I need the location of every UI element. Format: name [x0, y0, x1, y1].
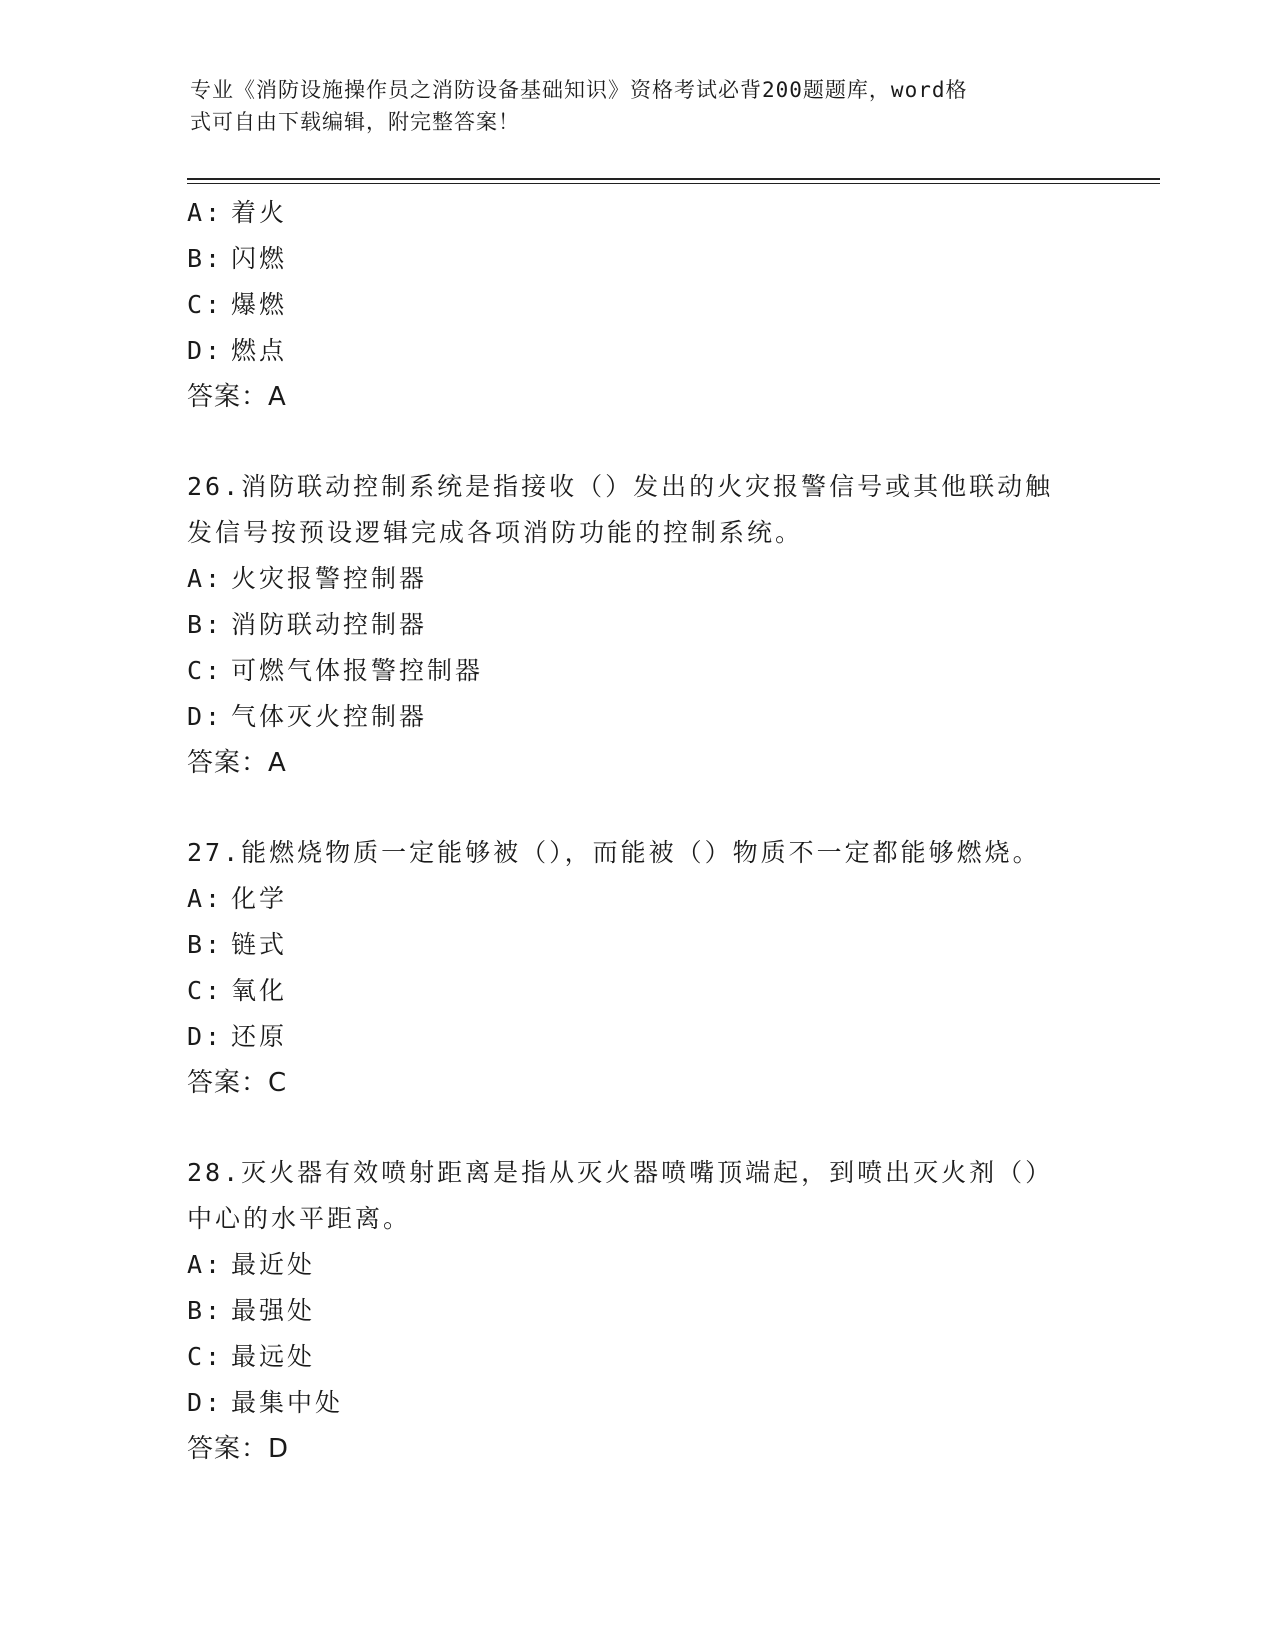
option-text: 着火: [231, 198, 288, 227]
option-label: A:: [187, 1250, 224, 1279]
answer-line: 答案：A: [187, 748, 287, 778]
option-text: 链式: [231, 930, 288, 959]
option-a: [187, 190, 1087, 236]
header-line-2: 式可自由下载编辑，附完整答案！: [190, 110, 520, 134]
option-text: 闪燃: [231, 244, 288, 273]
option-b: [187, 1288, 1087, 1334]
option-c: [187, 968, 1087, 1014]
option-text: 还原: [231, 1022, 288, 1051]
option-label: A:: [187, 198, 224, 227]
option-label: D:: [187, 1022, 224, 1051]
option-label: C:: [187, 1342, 224, 1371]
option-text: 化学: [231, 884, 288, 913]
option-label: D:: [187, 702, 224, 731]
option-b: [187, 602, 1087, 648]
option-label: A:: [187, 564, 224, 593]
question-text-line-2: 中心的水平距离。: [187, 1204, 412, 1233]
option-text: 可燃气体报警控制器: [231, 656, 484, 685]
option-text: 最强处: [231, 1296, 316, 1325]
option-c: [187, 648, 1087, 694]
option-label: B:: [187, 930, 224, 959]
option-text: 气体灭火控制器: [231, 702, 428, 731]
option-text: 消防联动控制器: [231, 610, 428, 639]
option-label: D:: [187, 1388, 224, 1417]
answer-line: 答案：A: [187, 382, 287, 412]
option-d: [187, 1014, 1087, 1060]
document-header: [190, 74, 1070, 138]
option-d: [187, 694, 1087, 740]
option-label: D:: [187, 336, 224, 365]
spacer: [187, 1106, 1087, 1150]
option-d: [187, 328, 1087, 374]
option-a: [187, 876, 1087, 922]
question-text-line-1: 27.能燃烧物质一定能够被（），而能被（）物质不一定都能够燃烧。: [187, 838, 1041, 867]
option-b: [187, 922, 1087, 968]
question-28: [187, 1150, 1087, 1472]
option-c: [187, 282, 1087, 328]
option-text: 最远处: [231, 1342, 316, 1371]
header-line-1: 专业《消防设施操作员之消防设备基础知识》资格考试必背200题题库，word格: [190, 78, 968, 102]
option-label: B:: [187, 244, 224, 273]
option-b: [187, 236, 1087, 282]
option-text: 火灾报警控制器: [231, 564, 428, 593]
option-c: [187, 1334, 1087, 1380]
question-text-line-1: 28.灭火器有效喷射距离是指从灭火器喷嘴顶端起，到喷出灭火剂（）: [187, 1158, 1054, 1187]
spacer: [187, 786, 1087, 830]
option-text: 燃点: [231, 336, 288, 365]
option-text: 最近处: [231, 1250, 316, 1279]
option-label: C:: [187, 290, 224, 319]
option-label: A:: [187, 884, 224, 913]
question-27: [187, 830, 1087, 1106]
header-divider-thin: [187, 183, 1160, 184]
option-a: [187, 1242, 1087, 1288]
answer-line: 答案：D: [187, 1434, 290, 1464]
option-d: [187, 1380, 1087, 1426]
option-text: 最集中处: [231, 1388, 344, 1417]
header-divider-thick: [187, 178, 1160, 180]
option-text: 氧化: [231, 976, 288, 1005]
spacer: [187, 420, 1087, 464]
answer-line: 答案：C: [187, 1068, 288, 1098]
option-label: C:: [187, 656, 224, 685]
question-26: [187, 464, 1087, 786]
option-label: B:: [187, 1296, 224, 1325]
question-text-line-1: 26.消防联动控制系统是指接收（）发出的火灾报警信号或其他联动触: [187, 472, 1054, 501]
question-text-line-2: 发信号按预设逻辑完成各项消防功能的控制系统。: [187, 518, 804, 547]
option-label: B:: [187, 610, 224, 639]
question-list: [187, 190, 1087, 1472]
option-a: [187, 556, 1087, 602]
question-25: [187, 190, 1087, 420]
option-text: 爆燃: [231, 290, 288, 319]
option-label: C:: [187, 976, 224, 1005]
